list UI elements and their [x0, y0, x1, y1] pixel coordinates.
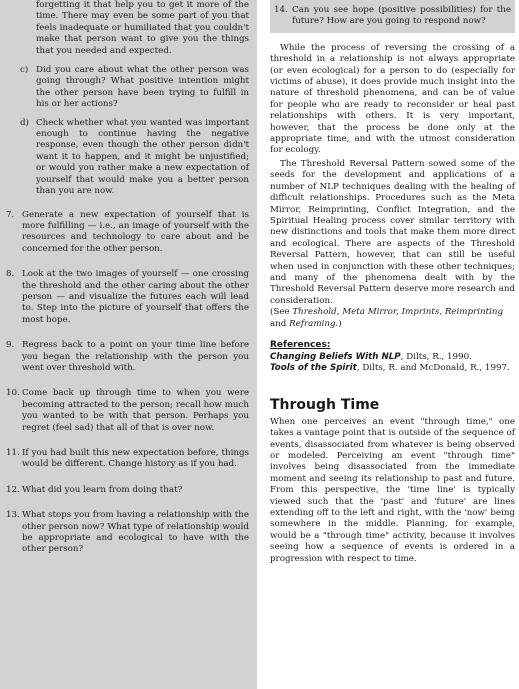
step-number: 7.: [6, 209, 15, 220]
see-also: [270, 307, 515, 330]
step-11: [6, 448, 249, 471]
subitems-list: [0, 65, 249, 197]
see-topics: Threshold, Meta Mirror, Imprints, Reimprinting: [292, 307, 504, 318]
step-7: [6, 210, 249, 256]
body-text-block: [270, 33, 515, 565]
references-heading: References:: [270, 339, 331, 350]
section-text: When one perceives an event "through time," one takes a vantage point that is outside of the sequence of events, disassociated from whatever is being observed or modeled. Perceiving an event "through time" involves being disassociated from the immediate moment and seeing its relationship to past and future. From this perspective, the 'time line' is typically viewed such that the 'past' and 'future' are lines extending off to the left and right, with the 'now' being somewhere in the middle. Planning, for example, would be a "through time" activity, because it involves seeing how a sequence of events is ordered in a progression with respect to time.: [270, 416, 515, 564]
subitem-label: c): [20, 65, 29, 76]
see-suffix: .): [335, 318, 342, 329]
step-8: [6, 269, 249, 326]
step-number: 8.: [6, 269, 15, 280]
reference-details: , Dilts, R., 1990.: [400, 351, 472, 362]
step-text: Come back up through time to when you were becoming attracted to the person; recall how much you wanted to be with that person. Perhaps you regret (feel sad) that all of that is over now.: [22, 388, 249, 433]
step-text: Regress back to a point on your time line before you began the relationship with the person you went over threshold with.: [22, 340, 249, 373]
step-number: 9.: [6, 340, 15, 351]
subitem-c: [20, 65, 249, 111]
paragraph-1: While the process of reversing the crossing of a threshold in a relationship is not always appropriate (or even ecological) for a person to do (especially for victims of abuse), it does provide much insight into the nature of threshold phenomena, and can be of value for people who are ready to reconsider or heal past relationships with others. It is very important, however, that the process be done only at the appropriate time, and with the utmost consideration for ecology.: [270, 42, 515, 156]
subitem-d: [20, 118, 249, 198]
see-and: and: [270, 318, 290, 329]
right-column: [262, 0, 519, 689]
steps-list: [0, 210, 249, 556]
reference-item: [270, 363, 515, 374]
see-prefix: (See: [270, 307, 293, 318]
step-text: What stops you from having a relationship with the other person now? What type of relationship would be appropriate and ecological to have with the other person?: [22, 510, 249, 555]
section-heading: Through Time: [270, 396, 380, 413]
intro-text: forgetting it that help you to get it more of the time. There may even be some part of you that feels inadequate or humiliated that you couldn't make that person want to give you the things that you needed and expected.: [36, 0, 249, 56]
reference-title: Tools of the Spirit: [270, 363, 357, 374]
step-13: [6, 510, 249, 556]
step-number: 10.: [6, 388, 20, 399]
subitem-text: Check whether what you wanted was important enough to continue having the negative response, even though the other person didn't want it to happen, and it might be unjustified; or would you rather make a new expectation of yourself that would make you a better person than you are now.: [36, 117, 249, 197]
step-10: [6, 388, 249, 434]
left-column-shaded: [0, 0, 257, 689]
reference-title: Changing Beliefs With NLP: [270, 351, 401, 362]
step-number: 12.: [6, 484, 20, 495]
subitem-text: Did you care about what the other person was going through? What positive intention might the other person have been trying to fulfill in his or her actions?: [36, 65, 249, 110]
step-12: [6, 485, 249, 496]
step-9: [6, 340, 249, 374]
step-number: 11.: [6, 448, 20, 458]
see-topic-reframing: Reframing: [289, 318, 336, 329]
step-text: If you had built this new expectation before, things would be different. Change history as if you had.: [22, 448, 249, 470]
reference-details: , Dilts, R. and McDonald, R., 1997.: [356, 363, 510, 374]
paragraph-2: The Threshold Reversal Pattern sowed some of the seeds for the development and applications of a number of NLP techniques dealing with the healing of difficult relationships. Procedures such as the Meta Mirror, Reimprinting, Conflict Integration, and the Spiritual Healing process cover similar territory with new distinctions and tools that make them more direct and ecological. There are aspects of the Threshold Reversal Pattern, however, that can still be useful when used in conjunction with these other techniques; and many of the phenomena dealt with by the Threshold Reversal Pattern deserve more research and consideration.: [270, 158, 515, 306]
step-text: Look at the two images of yourself — one crossing the threshold and the other caring about the other person — and visualize the futures each will lead to. Step into the picture of yourself that offers the most hope.: [22, 269, 249, 325]
step-text: Generate a new expectation of yourself that is more fulfilling — i.e., an image of yourself with the resources and technology to care about and be concerned for the other person.: [22, 209, 249, 254]
step-text: Can you see hope (positive possibilities) for the future? How are you going to respond now?: [292, 5, 511, 27]
step-number: 13.: [6, 510, 20, 521]
step-text: What did you learn from doing that?: [22, 484, 183, 495]
intro-block: [0, 0, 249, 57]
reference-item: [270, 352, 515, 363]
step-number: 14.: [274, 5, 288, 15]
step-14: [270, 0, 515, 33]
subitem-label: d): [20, 117, 29, 128]
